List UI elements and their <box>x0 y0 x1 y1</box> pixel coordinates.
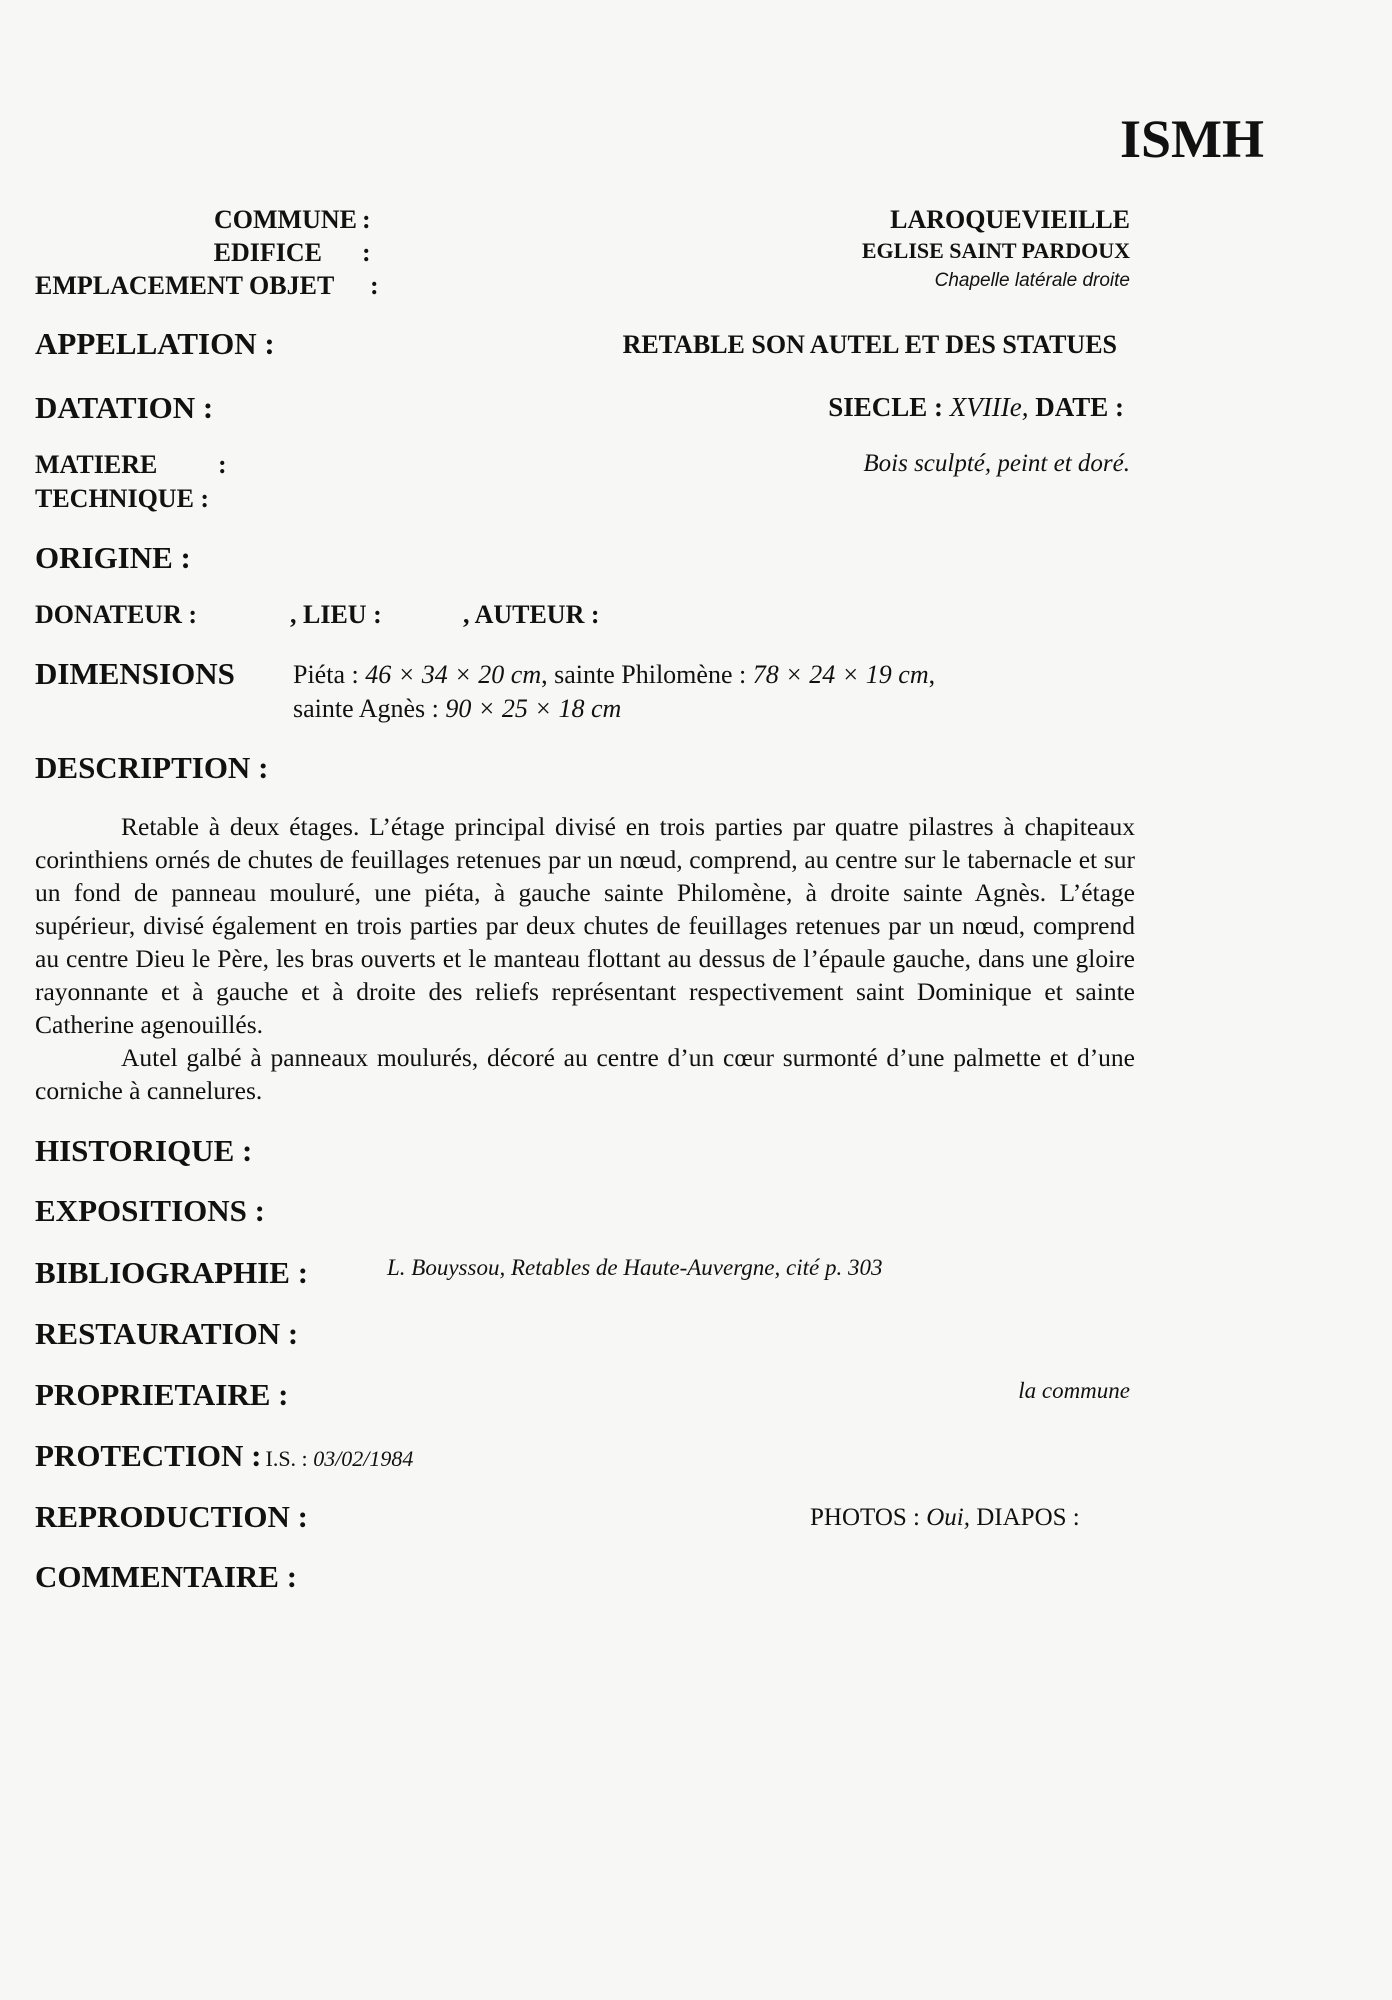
description-label: DESCRIPTION : <box>35 750 269 785</box>
datation-label: DATATION : <box>35 390 214 425</box>
photos-label: PHOTOS : <box>810 1504 927 1531</box>
siecle-field <box>828 392 1124 423</box>
dimensions-label: DIMENSIONS <box>35 656 235 691</box>
emplacement-label: EMPLACEMENT OBJET <box>35 271 335 300</box>
dimensions-line-2 <box>293 694 621 724</box>
proprietaire-label: PROPRIETAIRE : <box>35 1377 289 1412</box>
lieu-label: , LIEU : <box>290 600 382 629</box>
dimensions-comma: , <box>928 660 936 689</box>
donateur-label: DONATEUR : <box>35 600 198 629</box>
dimensions-line-1 <box>293 660 935 690</box>
pieta-value: 46 × 34 × 20 cm <box>365 660 542 689</box>
commune-label-text: COMMUNE <box>214 205 357 234</box>
proprietaire-value: la commune <box>1018 1378 1130 1403</box>
edifice-colon: : <box>362 238 371 267</box>
technique-label: TECHNIQUE : <box>35 484 210 513</box>
siecle-value: XVIIIe, <box>949 392 1029 422</box>
emplacement-colon: : <box>370 271 379 300</box>
commentaire-label: COMMENTAIRE : <box>35 1559 298 1594</box>
edifice-label-text: EDIFICE <box>213 238 322 267</box>
edifice-label <box>214 238 322 268</box>
protection-type: I.S. : <box>265 1446 314 1471</box>
siecle-label: SIECLE : <box>828 392 944 422</box>
matiere-label: MATIERE <box>35 450 158 479</box>
expositions-label: EXPOSITIONS : <box>35 1193 265 1228</box>
matiere-colon: : <box>218 450 227 479</box>
diapos-label: DIAPOS : <box>970 1504 1080 1531</box>
philomene-value: 78 × 24 × 19 cm <box>752 660 929 689</box>
bibliographie-label: BIBLIOGRAPHIE : <box>35 1255 309 1290</box>
description-paragraph-1: Retable à deux étages. L’étage principal divisé en trois parties par quatre pilastres à chapiteaux corinthiens ornés de chutes de feuillages retenues par un nœud, comprend, au centre sur le tabernacle et sur un fond de panneau mouluré, une piéta, à gauche sainte Philomène, à droite sainte Agnès. L’étage supérieur, divisé également en trois parties par deux chutes de feuillages retenues par un nœud, comprend au centre Dieu le Père, les bras ouverts et le manteau flottant au dessus de l’épaule gauche, dans une gloire rayonnante et à gauche et à droite des reliefs représentant respectivement saint Dominique et sainte Catherine agenouillés. <box>35 812 1135 1039</box>
edifice-value: EGLISE SAINT PARDOUX <box>861 238 1130 263</box>
philomene-label: , sainte Philomène : <box>541 660 753 689</box>
historique-label: HISTORIQUE : <box>35 1133 253 1168</box>
commune-value: LAROQUEVIEILLE <box>890 205 1130 234</box>
photos-value: Oui, <box>926 1504 970 1531</box>
protection-field <box>35 1438 413 1474</box>
photos-field <box>810 1504 1080 1532</box>
pieta-label: Piéta : <box>293 660 366 689</box>
emplacement-value: Chapelle latérale droite <box>934 270 1130 291</box>
protection-label: PROTECTION : <box>35 1438 262 1473</box>
bibliographie-value: L. Bouyssou, Retables de Haute-Auvergne, cité p. 303 <box>387 1255 883 1280</box>
appellation-label: APPELLATION : <box>35 326 275 361</box>
description-body <box>35 810 1135 1107</box>
appellation-value: RETABLE SON AUTEL ET DES STATUES <box>622 330 1117 359</box>
protection-date: 03/02/1984 <box>313 1446 414 1471</box>
agnes-label: sainte Agnès : <box>293 694 446 723</box>
matiere-value: Bois sculpté, peint et doré. <box>863 450 1130 477</box>
ismh-badge: ISMH <box>1120 109 1265 169</box>
commune-label <box>214 205 357 235</box>
auteur-label: , AUTEUR : <box>463 600 600 629</box>
restauration-label: RESTAURATION : <box>35 1316 299 1351</box>
date-label: DATE : <box>1035 392 1124 422</box>
origine-label: ORIGINE : <box>35 540 191 575</box>
agnes-value: 90 × 25 × 18 cm <box>445 694 622 723</box>
commune-colon: : <box>362 205 371 234</box>
reproduction-label: REPRODUCTION : <box>35 1499 308 1534</box>
description-paragraph-2: Autel galbé à panneaux moulurés, décoré au centre d’un cœur surmonté d’une palmette et d’une corniche à cannelures. <box>35 1043 1135 1105</box>
